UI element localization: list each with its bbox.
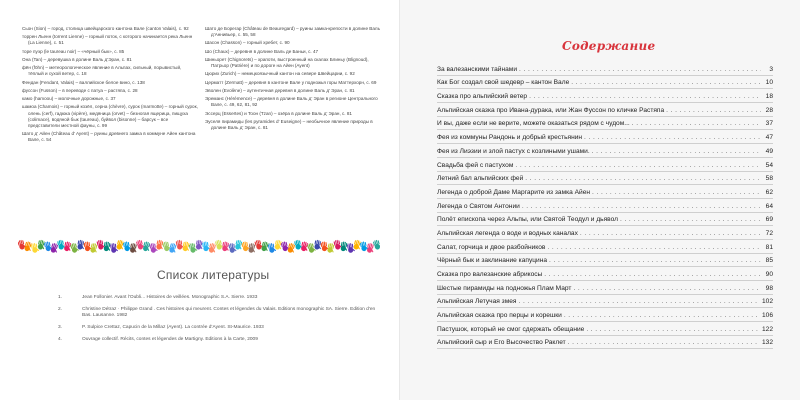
toc-title: Содержание [562,39,656,53]
glossary-entry: Шато де Борегар (Château de Beauregard) – руины замка-крепости в долине Валь д’Аннивьер, с. 55, 58 [205,26,380,38]
glossary-entry: торе пуэр (le taureau noir) – «чёрный бык», с. 85 [22,48,125,54]
toc-leader-dots [525,175,761,182]
glossary-entry: Она (Tan) – деревушка в долине Валь д’Эран, с. 81 [22,56,132,62]
toc-entry-page: 49 [765,147,773,155]
toc-entry-title: Полёт епископа через Альпы, или Святой Теодул и дьявол [437,216,618,224]
toc-entry[interactable] [437,281,773,295]
glossary-entry: фён (föhn) – метеорологическое явление в Альпах, сильный, порывистый, тёплый и сухой ветер, с. 18 [22,65,182,77]
toc-entry[interactable] [437,76,773,90]
toc-leader-dots [571,79,761,86]
toc-entry-title: Свадьба фей с пастухом [437,161,514,169]
bibliography-list [58,295,378,348]
right-page [400,0,800,400]
toc-entry-page: 37 [765,120,773,128]
toc-entry-title: Пастушок, который не смог сдержать обещание [437,325,585,333]
glossary-entry: Шиньорет (Chignorets) – храпоти, выстроенный на скалах Блиньу (Blignoud), Патрьор (Patrière) и по дороге на Айен (Ayent) [205,56,369,69]
bibliography-text: Christine Détraz · Philippe Grand . Ces histoires qui meurent. Contes et légendes du Valais. Editions monographic SA. Sierre. Edition d’en Bas. Lausanne. 1982 [82,306,376,319]
toc-leader-dots [519,66,761,73]
toc-entry-page: 85 [765,257,773,265]
toc-entry[interactable] [437,308,773,322]
toc-entry-title: Салат, горчица и двое разбойников [437,243,546,251]
toc-entry[interactable] [437,103,773,117]
toc-leader-dots [632,120,761,127]
glossary-entry: камо (hamoou) – молочные дорожные, с. 37 [22,96,116,102]
toc-entry-title: Фея из Лиэзии и злой пастух с козлиными ушами. [437,147,590,155]
toc-entry-page: 102 [761,298,773,306]
toc-entry-title: Альпийская сказка про Ивана-дурака, или Жан Фуссон по кличке Растяпа [437,106,665,114]
glossary-entry: торрен Льенн (torrent Lienne) – горный поток, с которого начинается река Льенн (La Lienne), с. 51 [22,34,193,46]
toc-leader-dots [549,257,761,264]
bibliography-number: 2. [58,306,63,312]
glossary-entry: Церматт (Zermatt) – деревня в кантоне Вале у подножья горы Маттерхорн, с. 69 [205,79,377,85]
bibliography-number: 1. [58,295,63,300]
glossary-entry: фуссон (Fusson) – в переводе с патуа – растяпа, с. 28 [22,87,138,93]
toc-entry-page: 3 [769,65,773,73]
toc-entry-title: Фея из коммуны Рандонь и добрый крестьянин [437,134,583,142]
toc-entry-page: 72 [765,229,773,237]
toc-entry[interactable] [437,62,773,76]
bibliography-item [58,337,378,343]
glossary-entry: шамоа (Chamois) – горный козёл, серна (chèvre), сурок (marmotte) – горный сурок, олень (cerf), гадюка (vipère), медяница (orvet) – безногая ящерица, пищуха (colimace), водяной бык (taureau), буйвол (bisonne) – барсук – все представители местной фауны, с. 99 [22,104,198,128]
toc-entry-page: 28 [765,106,773,114]
toc-entry[interactable] [437,158,773,172]
toc-entry-page: 64 [765,202,773,210]
toc-entry[interactable] [437,254,773,268]
toc-entry-title: Альпийская Летучая змея [437,298,517,306]
toc-entry-title: Сказка про альпийский ветер [437,93,528,101]
toc-leader-dots [666,107,761,114]
bibliography-title: Список литературы [157,268,270,282]
toc-leader-dots [515,162,761,169]
toc-entry[interactable] [437,240,773,254]
toc-leader-dots [580,230,761,237]
toc-entry-title: Шестые пирамиды на подножья Плам Март [437,284,572,292]
handprint-icon [373,239,380,250]
glossary-entry: Шо (Chaux) – деревня в долине Валь де Баньи, с. 47 [205,48,319,54]
bibliography-number: 3. [58,324,63,330]
toc-entry-title: Легенда о доброй Даме Маргарите из замка Айен [437,188,591,196]
glossary-column-2 [205,26,385,133]
toc-leader-dots [592,189,761,196]
toc-entry-page: 10 [765,79,773,87]
toc-entry[interactable] [437,130,773,144]
toc-leader-dots [564,312,760,319]
toc-entry[interactable] [437,185,773,199]
glossary-entry: Сьон (Sion) – город, столица швейцарского кантона Вале (canton Valais), с. 92 [22,26,189,31]
toc-entry[interactable] [437,226,773,240]
toc-entry-title: Легенда о Святом Антонии [437,202,520,210]
toc-entry[interactable] [437,336,773,350]
toc-leader-dots [547,244,761,251]
toc-entry-page: 90 [765,271,773,278]
toc-entry-title: И вы, даже если не верите, можете оказаться рядом с чудом... [437,120,630,128]
toc-entry[interactable] [437,172,773,186]
handprint-border [18,237,380,255]
toc-entry[interactable] [437,199,773,213]
glossary-entry: Эуселя пирамиды (les pyramides d’ Euseigne) – необычное явление природы в долине Валь д’ Эран, с. 81 [205,118,373,130]
toc-entry-page: 98 [765,284,773,292]
bibliography-item [58,307,378,320]
toc-entry-title: Чёрный бык и заклинание капуцина [437,257,548,265]
toc-entry-page: 18 [765,93,773,101]
table-of-contents [437,62,773,349]
toc-entry-title: Сказка про валезанские абрикосы [437,271,543,278]
toc-leader-dots [522,203,761,210]
toc-entry[interactable] [437,89,773,103]
toc-leader-dots [544,271,761,278]
glossary-column-1 [22,26,198,145]
toc-entry[interactable] [437,144,773,158]
toc-entry-title: Летний бал альпийских фей [437,175,524,183]
bibliography-text: Jean Follonier. Avant l’Oubli... Histoires de veillées. Monographic S.A. Sierre. 1933 [82,295,258,300]
toc-entry-title: За валезанскими тайнами [437,65,518,73]
glossary-entry: Цюрих (Zurich) – немецкоязычный кантон на севере Швейцарии, с. 92 [205,71,355,77]
glossary-entry: Эреманс (Hérémence) – деревня в долине Валь д’ Эран в регионе Центрального Вале, с. 49, 62, 81, 92 [205,96,378,108]
toc-leader-dots [573,285,761,292]
toc-entry[interactable] [437,322,773,336]
toc-entry-title: Альпийская легенда о воде и водных каналах [437,229,578,237]
toc-entry-page: 106 [761,312,773,320]
glossary-entry: Эволен (Evolène) – аутентичная деревня в долине Валь д’ Эран, с. 81 [205,87,355,93]
toc-leader-dots [568,339,760,346]
toc-leader-dots [529,93,761,100]
toc-entry-page: 69 [765,216,773,224]
toc-leader-dots [586,326,760,333]
bibliography-item [58,295,378,301]
toc-leader-dots [592,148,761,155]
toc-leader-dots [518,298,760,305]
toc-entry-page: 132 [761,339,773,347]
glossary-entry: Шасон (Chasson) – горный хребет, с. 90 [205,40,290,46]
bibliography-number: 4. [58,336,63,342]
toc-entry-title: Как Бог создал свой шедевр – кантон Вале [437,79,570,87]
bibliography-text: P. Sulpice Crettaz, Capucin de la Millaz (Ayent). La contrée d’Ayent. St-Maurice. 1933 [82,324,264,330]
glossary-entry: Фендан (Fendant, Valais) – валлийское белое вино, с. 138 [22,79,145,85]
toc-leader-dots [620,216,761,223]
toc-entry[interactable] [437,117,773,131]
glossary-entry: Эссерц (Essertes) и Тоон (Tzan) – озёра в долине Валь д’ Эран, с. 81 [205,110,352,116]
glossary-entry: Шато д’ Айен (Château d’ Ayent) – руины древнего замка в коммуне Айен кантона Вале, с. 54 [22,131,196,143]
toc-entry[interactable] [437,213,773,227]
toc-entry-page: 58 [765,175,773,183]
toc-leader-dots [584,134,761,141]
toc-entry[interactable] [437,295,773,309]
toc-entry-title: Альпийская сказка про перцы и корешки [437,312,562,320]
toc-entry-page: 47 [765,134,773,142]
toc-entry-page: 62 [765,188,773,196]
toc-entry-title: Альпийский сыр и Его Высочество Раклет [437,339,566,347]
bibliography-text: Ouvrage collectif. Récits, contes et légendes de Martigny. Editions à la Carte, 2009 [82,336,258,342]
toc-entry-page: 81 [765,243,773,251]
toc-entry-page: 54 [765,161,773,169]
bibliography-item [58,325,378,331]
toc-entry[interactable] [437,267,773,281]
toc-entry-page: 122 [761,325,773,333]
